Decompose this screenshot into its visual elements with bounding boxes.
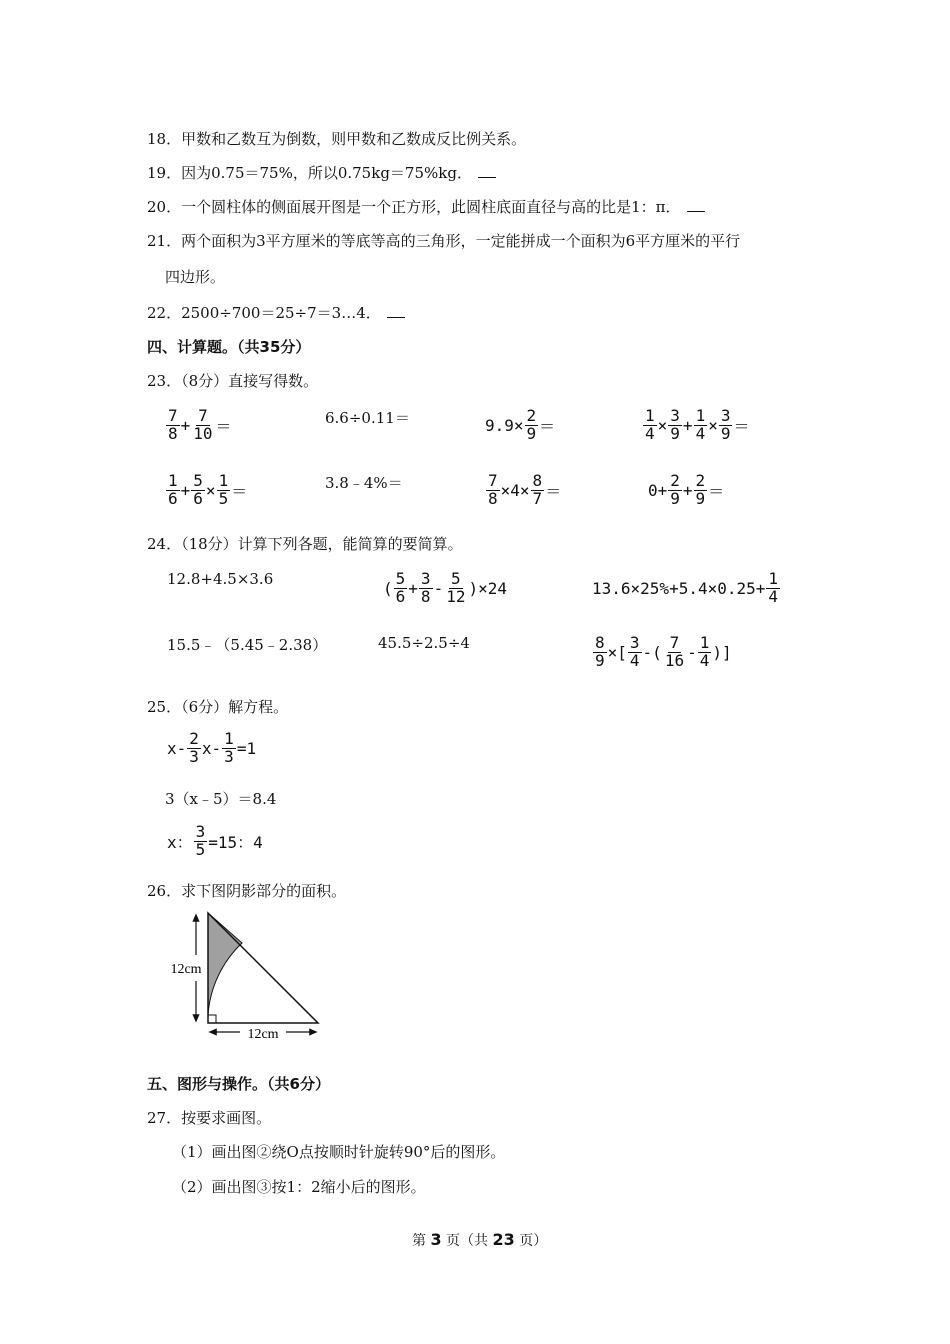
shaded-triangle-figure — [160, 905, 330, 1045]
question-27: 27．按要求画图。 — [147, 1109, 272, 1127]
base-label: 12cm — [247, 1027, 279, 1042]
section-4-heading: 四、计算题。（共35分） — [147, 338, 311, 356]
q24-item-d: 15.5﹣（5.45﹣2.38） — [167, 636, 328, 654]
question-18: 18．甲数和乙数互为倒数，则甲数和乙数成反比例关系。 — [147, 130, 527, 148]
q23-item-d: $\frac{1}{4}$ × $\frac{3}{9}$ + $\frac{1}{4}$ × $\frac{3}{9}$ ＝ — [645, 406, 750, 443]
height-label: 12cm — [170, 962, 202, 977]
question-24: 24．（18分）计算下列各题，能简算的要简算。 — [147, 535, 463, 553]
question-25: 25．（6分）解方程。 — [147, 698, 289, 716]
q24-item-c: 13.6×25%+5.4×0.25+ $\frac{1}{4}$ — [592, 569, 779, 606]
q23-item-g: $\frac{7}{8}$ ×4× $\frac{8}{7}$ ＝ — [488, 471, 562, 508]
right-angle-mark — [208, 1015, 216, 1023]
q25-equation-b: 3（x﹣5）＝8.4 — [165, 790, 277, 808]
question-19-text: 19．因为0.75＝75%，所以0.75kg＝75%kg． — [147, 164, 472, 182]
question-19 — [147, 162, 496, 183]
question-22 — [147, 302, 405, 323]
section-5-heading: 五、图形与操作。（共6分） — [147, 1075, 330, 1093]
answer-blank[interactable] — [387, 303, 405, 318]
answer-blank[interactable] — [478, 163, 496, 178]
question-22-text: 22．2500÷700＝25÷7＝3…4． — [147, 304, 381, 322]
q23-item-a: $\frac{7}{8}$ + $\frac{7}{10}$ ＝ — [168, 406, 232, 443]
question-20 — [147, 196, 705, 217]
question-27-part1: （1）画出图②绕O点按顺时针旋转90°后的图形。 — [172, 1143, 506, 1161]
answer-blank[interactable] — [687, 197, 705, 212]
question-21-line2: 四边形。 — [165, 268, 226, 286]
question-27-part2: （2）画出图③按1：2缩小后的图形。 — [172, 1178, 426, 1196]
right-triangle — [208, 913, 318, 1023]
shaded-region — [208, 913, 242, 1015]
page-footer: 第 3 页（共 23 页） — [412, 1230, 548, 1249]
q23-item-f: 3.8﹣4%＝ — [325, 474, 403, 492]
q23-item-c: 9.9× $\frac{2}{9}$ ＝ — [485, 406, 556, 443]
q24-item-a: 12.8+4.5×3.6 — [167, 570, 274, 588]
question-21-line1: 21．两个面积为3平方厘米的等底等高的三角形，一定能拼成一个面积为6平方厘米的平行 — [147, 232, 741, 250]
q23-item-b: 6.6÷0.11＝ — [325, 409, 410, 427]
question-20-text: 20．一个圆柱体的侧面展开图是一个正方形，此圆柱底面直径与高的比是1：π． — [147, 198, 681, 216]
page-number: 3 — [430, 1230, 442, 1249]
question-23: 23．（8分）直接写得数。 — [147, 372, 319, 390]
question-26: 26．求下图阴影部分的面积。 — [147, 882, 347, 900]
q23-item-h: 0+ $\frac{2}{9}$ + $\frac{2}{9}$ ＝ — [648, 471, 725, 508]
q24-item-e: 45.5÷2.5÷4 — [378, 634, 470, 652]
total-pages: 23 — [492, 1230, 515, 1249]
q23-item-e: $\frac{1}{6}$ + $\frac{5}{6}$ × $\frac{1}{5}$ ＝ — [168, 471, 248, 508]
q25-equation-c: x： $\frac{3}{5}$ =15：4 — [167, 822, 263, 859]
q24-item-f: $\frac{8}{9}$ ×[ $\frac{3}{4}$ -( $\frac{7}{16}$ - $\frac{1}{4}$ )] — [595, 633, 732, 670]
q24-item-b: ( $\frac{5}{6}$ + $\frac{3}{8}$ - $\frac{5}{12}$ )×24 — [383, 569, 507, 606]
q25-equation-a: x- $\frac{2}{3}$ x- $\frac{1}{3}$ =1 — [167, 729, 257, 766]
